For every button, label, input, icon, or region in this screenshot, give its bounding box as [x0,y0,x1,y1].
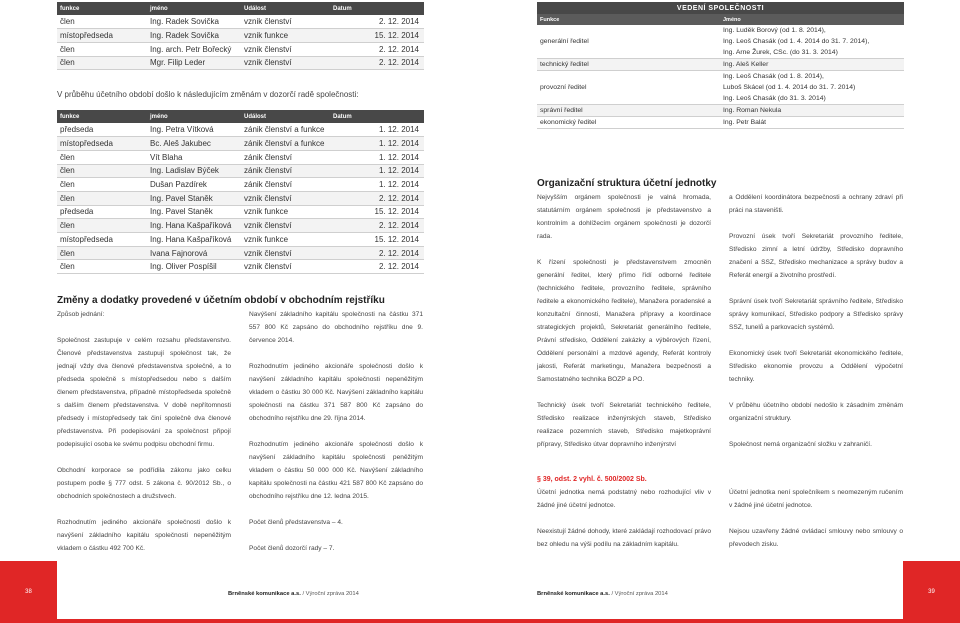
footer-company: Brněnské komunikace a.s. [228,591,301,597]
law-reference: § 39, odst. 2 vyhl. č. 500/2002 Sb. [537,476,647,483]
table-cell: vznik členství [241,56,330,70]
table-row [537,59,904,71]
name-line: Ing. Leoš Chasák (od 1. 8. 2014), [723,73,824,80]
table-cell: Dušan Pazdírek [147,178,241,192]
table-cell: Ing. Pavel Staněk [147,191,241,205]
table-cell: Ing. arch. Petr Bořecký [147,42,241,56]
table-cell: 2. 12. 2014 [330,15,424,29]
table-cell: člen [57,191,147,205]
paragraph: a Oddělení koordinátora bezpečnosti a ochrany zdraví při práci na staveništi. [729,194,903,214]
footer-text [228,591,359,597]
table-cell: vznik členství [241,191,330,205]
table-row [57,56,424,70]
table-cell: Ivana Fajnorová [147,246,241,260]
table-cell: člen [57,178,147,192]
table-cell: člen [57,164,147,178]
table-cell: Ing. Hana Kašpaříková [147,233,241,247]
role-cell: generální ředitel [537,25,720,59]
table-cell: zánik členství a funkce [241,123,330,137]
role-cell: provozní ředitel [537,71,720,105]
paragraph: Rozhodnutím jediného akcionáře společnosti došlo k navýšení základního kapitálu společnosti nepeněžitým vkladem o částku 492 700 Kč. [57,519,231,552]
col-header: Událost [241,2,330,15]
name-line: Ing. Aleš Keller [723,61,769,68]
table-cell: 2. 12. 2014 [330,246,424,260]
col-header: funkce [57,2,147,15]
table-cell: zánik členství a funkce [241,137,330,151]
org-structure-heading: Organizační struktura účetní jednotky [537,178,717,189]
table-cell: Ing. Radek Sovička [147,29,241,43]
paragraph: Nejsou uzavřeny žádné ovládací smlouvy nebo smlouvy o převodech zisku. [729,528,903,548]
management-table [537,2,904,129]
names-cell [720,117,904,129]
table-cell: 2. 12. 2014 [330,56,424,70]
paragraph: Správní úsek tvoří Sekretariát správního ředitele, Středisko správy komunikací, Středisko podpory a Středisko správy SSZ, tunelů a parkovacích systémů. [729,298,903,331]
table-cell: Ing. Radek Sovička [147,15,241,29]
col-header: Událost [241,110,330,123]
table-cell: zánik členství [241,178,330,192]
table-row [57,123,424,137]
table-cell: vznik funkce [241,233,330,247]
law-text-col1 [537,486,711,564]
paragraph: K řízení společnosti je představenstvem zmocněn generální ředitel, který přímo řídí odborné ředitele (technického ředitele, provozního ředitele, správního ředitele a ekonomického ředitele), Manažera poradenské a konzultační činnosti, Manažera přípravy a koordinace strategických projektů, Sekretariát generálního ředitele, Právní středisko, Oddělení zakázky a výběrových řízení, Oddělení personální a mzdové agendy, Referát kontroly jakosti, Referát marketingu, Manažera bezpečnosti a Samostatného technika BOZP a PO. [537,259,711,383]
table-cell: zánik členství [241,164,330,178]
register-text-col2 [249,308,423,568]
table-row [537,105,904,117]
paragraph: Způsob jednání: [57,311,105,318]
table-cell: člen [57,260,147,274]
paragraph: Účetní jednotka není společníkem s neomezeným ručením v žádné jiné účetní jednotce. [729,489,903,509]
table-cell: Vít Blaha [147,150,241,164]
col-header-funkce: Funkce [537,14,720,25]
right-page [480,0,960,623]
table-cell: Ing. Oliver Pospíšil [147,260,241,274]
table-cell: vznik členství [241,246,330,260]
table-cell: místopředseda [57,233,147,247]
table-row [57,246,424,260]
paragraph: Společnost zastupuje v celém rozsahu představenstvo. Členové představenstva zastupují společnost tak, že jednají vždy dva členové představenstva společně, a to předseda společně s místopředsedou nebo s dalším členem představenstva, případně místopředseda společně s dalším členem představenstva. V době nepřítomnosti předsedy i místopředsedy tak činí společně dva členové představenstva. Při podepisování za společnost připojí podepisující osoba ke svému podpisu obchodní firmu. [57,337,231,448]
table-cell: 15. 12. 2014 [330,205,424,219]
table-cell: zánik členství [241,150,330,164]
footer-company: Brněnské komunikace a.s. [537,591,610,597]
paragraph: Navýšení základního kapitálu společnosti na částku 371 557 800 Kč zapsáno do obchodního rejstříku dne 9. července 2014. [249,311,423,344]
table-cell: Bc. Aleš Jakubec [147,137,241,151]
names-cell [720,105,904,117]
paragraph: V průběhu účetního období nedošlo k zásadním změnám organizační struktury. [729,402,903,422]
table-cell: 2. 12. 2014 [330,191,424,205]
paragraph: Provozní úsek tvoří Sekretariát provozního ředitele, Středisko zimní a letní údržby, Středisko dopravního značení a SSZ, Středisko mechanizace a správy budov a Referát energií a životního prostředí. [729,233,903,279]
table-cell: Ing. Hana Kašpaříková [147,219,241,233]
table-cell: Ing. Petra Vítková [147,123,241,137]
paragraph: Obchodní korporace se podřídila zákonu jako celku postupem podle § 777 odst. 5 zákona č. 90/2012 Sb., o obchodních společnostech a družstvech. [57,467,231,500]
org-text-col1 [537,191,711,464]
table-cell: Mgr. Filip Leder [147,56,241,70]
name-line: Ing. Roman Nekula [723,107,782,114]
table-row [57,137,424,151]
col-header: jméno [147,2,241,15]
name-line: Ing. Luděk Borový (od 1. 8. 2014), [723,27,826,34]
page-number: 38 [25,589,32,595]
table-cell: 15. 12. 2014 [330,233,424,247]
table-cell: Ing. Pavel Staněk [147,205,241,219]
table-row [57,233,424,247]
table-cell: člen [57,219,147,233]
paragraph: Nejvyšším orgánem společnosti je valná hromada, statutárním orgánem společnosti je představenstvo a kontrolním a dohlížecím orgánem společnosti je dozorčí rada. [537,194,711,240]
page-number-box [903,561,960,623]
name-line: Luboš Skácel (od 1. 4. 2014 do 31. 7. 2014) [723,84,856,91]
table-cell: člen [57,150,147,164]
table-row [57,191,424,205]
col-header: funkce [57,110,147,123]
footer-sep: / [609,591,615,597]
table-cell: 1. 12. 2014 [330,150,424,164]
paragraph: Společnost nemá organizační složku v zahraničí. [729,441,872,448]
col-header: Datum [330,110,424,123]
table-cell: předseda [57,205,147,219]
board-changes-table [57,2,424,70]
table-row [57,15,424,29]
names-cell [720,71,904,105]
table-cell: 1. 12. 2014 [330,123,424,137]
paragraph: Technický úsek tvoří Sekretariát technického ředitele, Středisko realizace inženýrských staveb, Středisko realizace pozemních staveb, Středisko majetkoprávní přípravy, Středisko útvar dopravního inženýrství [537,402,711,448]
role-cell: ekonomický ředitel [537,117,720,129]
paragraph: Počet členů představenstva – 4. [249,519,343,526]
footer-line [480,619,903,623]
org-text-col2 [729,191,903,464]
role-cell: správní ředitel [537,105,720,117]
col-header-jmeno: Jméno [720,14,904,25]
register-text-col1 [57,308,231,568]
names-cell [720,59,904,71]
table-cell: člen [57,56,147,70]
register-changes-heading: Změny a dodatky provedené v účetním období v obchodním rejstříku [57,295,385,306]
table-row [57,178,424,192]
footer-report: Výroční zpráva 2014 [305,591,359,597]
name-line: Ing. Leoš Chasák (od 1. 4. 2014 do 31. 7. 2014), [723,38,870,45]
table-row [57,150,424,164]
table-header [57,2,424,15]
table-cell: vznik členství [241,42,330,56]
col-header: Datum [330,2,424,15]
footer-text [537,591,668,597]
table-row [57,42,424,56]
table-cell: vznik členství [241,260,330,274]
paragraph: Počet členů dozorčí rady – 7. [249,545,335,552]
footer-report: Výroční zpráva 2014 [614,591,668,597]
table-cell: člen [57,246,147,260]
page-number-box [0,561,57,623]
table-cell: 2. 12. 2014 [330,219,424,233]
table-cell: 2. 12. 2014 [330,260,424,274]
col-header: jméno [147,110,241,123]
table-cell: vznik členství [241,219,330,233]
table-cell: 1. 12. 2014 [330,178,424,192]
table-row [57,205,424,219]
table-cell: 1. 12. 2014 [330,137,424,151]
law-text-col2 [729,486,903,564]
table-row [57,219,424,233]
table-row [57,260,424,274]
name-line: Ing. Leoš Chasák (do 31. 3. 2014) [723,95,826,102]
table-cell: Ing. Ladislav Býček [147,164,241,178]
table-cell: předseda [57,123,147,137]
paragraph: Rozhodnutím jediného akcionáře společnosti došlo k navýšení základního kapitálu společnosti nepeněžitým vkladem o částku 30 000 Kč. Navýšení základního kapitálu společnosti na částku 371 587 800 Kč zapsáno do obchodního rejstříku dne 29. října 2014. [249,363,423,422]
table-row [57,29,424,43]
table-cell: vznik členství [241,15,330,29]
paragraph: Účetní jednotka nemá podstatný nebo rozhodující vliv v žádné jiné účetní jednotce. [537,489,711,509]
paragraph: Neexistují žádné dohody, které zakládají rozhodovací právo bez ohledu na výši podílu na základním kapitálu. [537,528,711,548]
page-number: 39 [928,589,935,595]
role-cell: technický ředitel [537,59,720,71]
table-row [57,164,424,178]
paragraph: Ekonomický úsek tvoří Sekretariát ekonomického ředitele, Středisko ekonomie provozu a Oddělení výpočetní techniky. [729,350,903,383]
table-cell: 1. 12. 2014 [330,164,424,178]
table-cell: člen [57,42,147,56]
table-row [537,71,904,105]
paragraph: Rozhodnutím jediného akcionáře společnosti došlo k navýšení základního kapitálu společnosti peněžitým vkladem o částku 50 000 000 Kč. Navýšení základního kapitálu společnosti na částku 421 587 800 Kč zapsáno do obchodního rejstříku dne 12. ledna 2015. [249,441,423,500]
footer-sep: / [300,591,306,597]
table-header [57,110,424,123]
supervisory-board-table [57,110,424,274]
table-row [537,117,904,129]
management-caption: VEDENÍ SPOLEČNOSTI [537,2,904,14]
table-row [537,25,904,59]
names-cell [720,25,904,59]
table-cell: 2. 12. 2014 [330,42,424,56]
table-cell: vznik funkce [241,29,330,43]
name-line: Ing. Arne Žurek, CSc. (do 31. 3. 2014) [723,49,838,56]
supervisory-board-intro: V průběhu účetního období došlo k následujícím změnám v dozorčí radě společnosti: [57,90,359,99]
table-cell: místopředseda [57,29,147,43]
footer-line [57,619,480,623]
table-cell: 15. 12. 2014 [330,29,424,43]
table-cell: člen [57,15,147,29]
table-cell: místopředseda [57,137,147,151]
table-cell: vznik funkce [241,205,330,219]
name-line: Ing. Petr Balát [723,119,767,126]
